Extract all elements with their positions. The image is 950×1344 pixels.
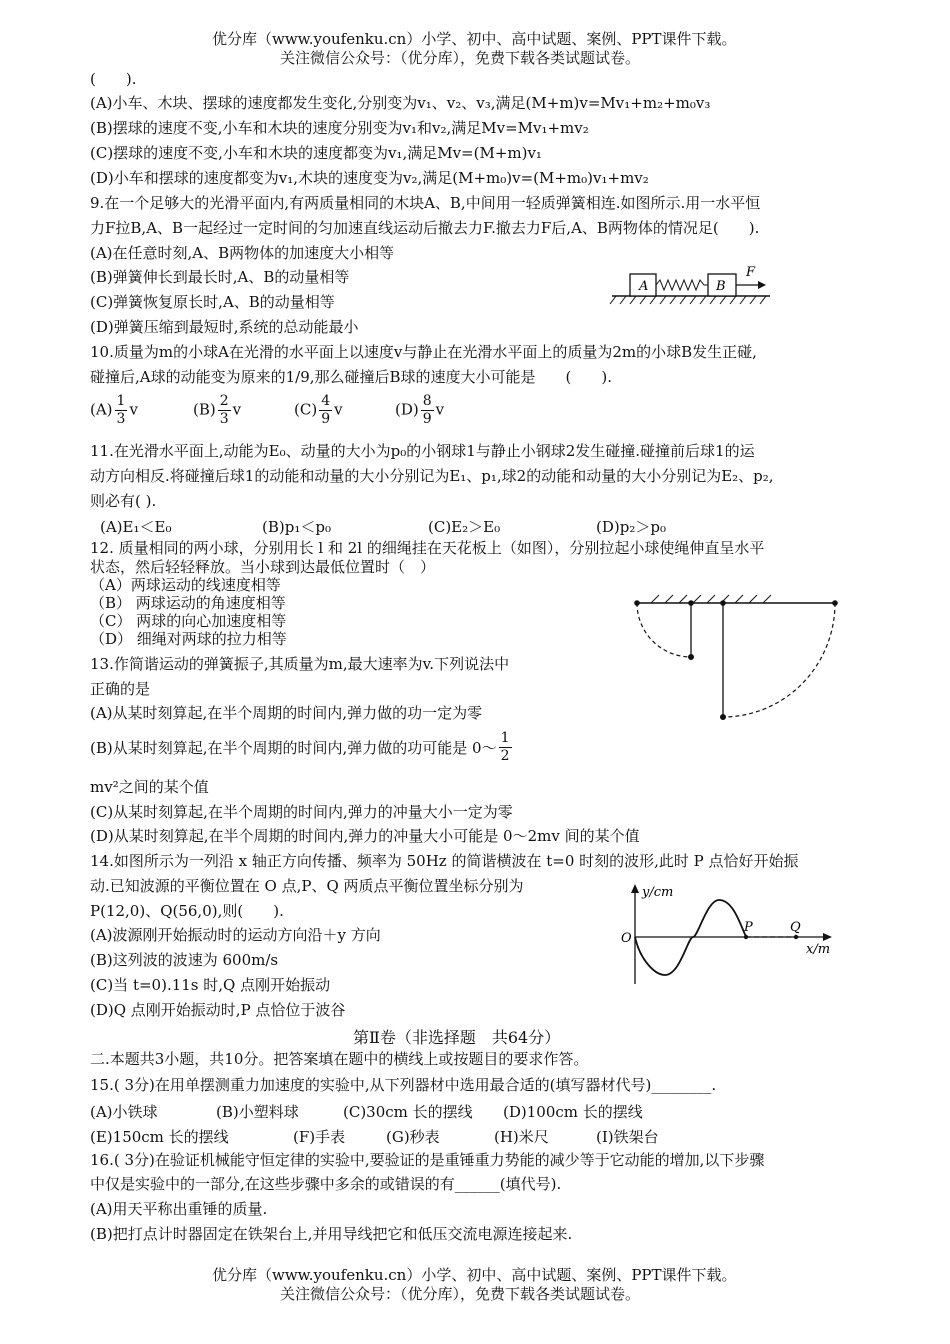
q8-option-c: (C)摆球的速度不变,小车和木块的速度都变为v₁,满足Mv=(M+m)v₁ (90, 144, 542, 162)
part2-title: 第Ⅱ卷（非选择题 共64分） (353, 1028, 561, 1047)
q12-pendulum-figure (625, 585, 850, 725)
q14-stem-1: 14.如图所示为一列沿 x 轴正方向传播、频率为 50Hz 的简谐横波在 t=0 时刻的波形,此时 P 点恰好开始振 (90, 852, 799, 870)
q10-option-d: (D) $\frac{8}{9}$ v (395, 393, 445, 427)
header-line-1: 优分库（www.youfenku.cn）小学、初中、高中试题、案例、PPT课件下载。 (212, 30, 737, 48)
x-axis-label: x/m (806, 942, 831, 957)
q8-cont: ( ). (90, 70, 137, 88)
q16-option-a: (A)用天平称出重锤的质量. (90, 1200, 268, 1218)
force-label: F (746, 265, 756, 280)
origin-label: O (621, 931, 632, 946)
q15-opt-i: (I)铁架台 (596, 1128, 659, 1146)
q11-stem-1: 11.在光滑水平面上,动能为E₀、动量的大小为p₀的小钢球1与静止小钢球2发生碰撞.碰撞前后球1的运 (90, 442, 755, 460)
q8-option-d: (D)小车和摆球的速度都变为v₁,木块的速度变为v₂,满足(M+m₀)v=(M+m₀)v₁+mv₂ (90, 169, 649, 187)
spring (656, 280, 708, 290)
q15-opt-h: (H)米尺 (494, 1128, 549, 1146)
q12-option-a: （A）两球运动的线速度相等 (90, 576, 281, 594)
q14-option-b: (B)这列波的波速为 600m/s (90, 951, 279, 969)
q11-option-b: (B)p₁＜p₀ (262, 518, 331, 536)
q10-stem-2: 碰撞后,A球的动能变为原来的1/9,那么碰撞后B球的速度大小可能是 ( ). (90, 368, 613, 386)
q16-stem-2: 中仅是实验中的一部分,在这些步骤中多余的或错误的有______(填代号). (90, 1175, 562, 1193)
q13-option-a: (A)从某时刻算起,在半个周期的时间内,弹力做的功一定为零 (90, 704, 483, 722)
q14-option-a: (A)波源刚开始振动时的运动方向沿＋y 方向 (90, 926, 381, 944)
q12-option-b: （B） 两球运动的角速度相等 (90, 594, 286, 612)
point-q-label: Q (790, 920, 801, 935)
q9-stem-2: 力F拉B,A、B一起经过一定时间的匀加速直线运动后撤去力F.撤去力F后,A、B两物体的情况足( ). (90, 219, 760, 237)
q15-opt-a: (A)小铁球 (90, 1103, 158, 1121)
q15-opt-e: (E)150cm 长的摆线 (90, 1128, 229, 1146)
point-p-label: P (744, 920, 753, 935)
q12-stem-1: 12. 质量相同的两小球，分别用长 l 和 2l 的细绳挂在天花板上（如图），分别拉起小球使绳伸直呈水平 (90, 539, 765, 557)
q14-option-c: (C)当 t=0).11s 时,Q 点刚开始振动 (90, 976, 331, 994)
q11-stem-2: 动方向相反.将碰撞后球1的动能和动量的大小分别记为E₁、p₁,球2的动能和动量的大小分别记为E₂、p₂, (90, 467, 774, 485)
q9-option-d: (D)弹簧压缩到最短时,系统的总动能最小 (90, 318, 359, 336)
q14-stem-3: P(12,0)、Q(56,0),则( ). (90, 902, 284, 920)
q12-option-c: （C） 两球的向心加速度相等 (90, 612, 287, 630)
q15-opt-d: (D)100cm 长的摆线 (503, 1103, 643, 1121)
q9-spring-figure (610, 262, 775, 307)
q13-option-b-cont: mv²之间的某个值 (90, 778, 209, 796)
q13-option-d: (D)从某时刻算起,在半个周期的时间内,弹力的冲量大小可能是 0～2mv 间的某个值 (90, 827, 640, 845)
q12-stem-2: 状态，然后轻轻释放。当小球到达最低位置时（ ） (90, 558, 436, 576)
q9-option-c: (C)弹簧恢复原长时,A、B的动量相等 (90, 293, 335, 311)
q8-option-a: (A)小车、木块、摆球的速度都发生变化,分别变为v₁、v₂、v₃,满足(M+m)v=Mv₁+m₂+m₀v₃ (90, 94, 711, 112)
q10-option-a: (A) $\frac{1}{3}$ v (90, 393, 138, 427)
q14-wave-figure (618, 880, 843, 990)
q13-option-c: (C)从某时刻算起,在半个周期的时间内,弹力的冲量大小一定为零 (90, 803, 513, 821)
block-a-label: A (639, 279, 649, 294)
block-b-label: B (716, 279, 726, 294)
q12-option-d: （D） 细绳对两球的拉力相等 (90, 630, 287, 648)
q16-stem-1: 16.( 3分)在验证机械能守恒定律的实验中,要验证的是重锤重力势能的减少等于它动能的增加,以下步骤 (90, 1151, 765, 1169)
q15-stem: 15.( 3分)在用单摆测重力加速度的实验中,从下列器材中选用最合适的(填写器材代号)________. (90, 1076, 717, 1094)
q11-option-a: (A)E₁＜E₀ (100, 518, 172, 536)
q13-option-b: (B)从某时刻算起,在半个周期的时间内,弹力做的功可能是 0～ $\frac{1}{2}$ (90, 730, 510, 764)
footer-line-2: 关注微信公众号：（优分库），免费下载各类试题试卷。 (280, 1285, 641, 1303)
q11-stem-3: 则必有( ). (90, 492, 157, 510)
q10-option-b: (B) $\frac{2}{3}$ v (193, 393, 242, 427)
part2-intro: 二.本题共3小题，共10分。把答案填在题中的横线上或按题目的要求作答。 (90, 1050, 589, 1068)
q11-option-d: (D)p₂＞p₀ (596, 518, 666, 536)
q15-opt-c: (C)30cm 长的摆线 (343, 1103, 473, 1121)
q13-stem-1: 13.作简谐运动的弹簧振子,其质量为m,最大速率为v.下列说法中 (90, 655, 510, 673)
q9-stem-1: 9.在一个足够大的光滑平面内,有两质量相同的木块A、B,中间用一轻质弹簧相连.如图所示.用一水平恒 (90, 194, 761, 212)
q10-stem-1: 10.质量为m的小球A在光滑的水平面上以速度v与静止在光滑水平面上的质量为2m的小球B发生正碰, (90, 343, 757, 361)
q9-option-b: (B)弹簧伸长到最长时,A、B的动量相等 (90, 268, 350, 286)
q9-option-a: (A)在任意时刻,A、B两物体的加速度大小相等 (90, 244, 395, 262)
q13-stem-2: 正确的是 (90, 680, 151, 698)
q8-option-b: (B)摆球的速度不变,小车和木块的速度分别变为v₁和v₂,满足Mv=Mv₁+mv₂ (90, 119, 589, 137)
q14-option-d: (D)Q 点刚开始振动时,P 点恰位于波谷 (90, 1001, 346, 1019)
q14-stem-2: 动.已知波源的平衡位置在 O 点,P、Q 两质点平衡位置坐标分别为 (90, 877, 524, 895)
q10-option-c: (C) $\frac{4}{9}$ v (294, 393, 343, 427)
q11-option-c: (C)E₂＞E₀ (428, 518, 501, 536)
q15-opt-b: (B)小塑料球 (216, 1103, 299, 1121)
header-line-2: 关注微信公众号：（优分库），免费下载各类试题试卷。 (280, 49, 641, 67)
q16-option-b: (B)把打点计时器固定在铁架台上,并用导线把它和低压交流电源连接起来. (90, 1225, 573, 1243)
q15-opt-f: (F)手表 (293, 1128, 346, 1146)
q15-opt-g: (G)秒表 (386, 1128, 440, 1146)
y-axis-label: y/cm (642, 885, 674, 900)
footer-line-1: 优分库（www.youfenku.cn）小学、初中、高中试题、案例、PPT课件下载。 (212, 1266, 737, 1284)
